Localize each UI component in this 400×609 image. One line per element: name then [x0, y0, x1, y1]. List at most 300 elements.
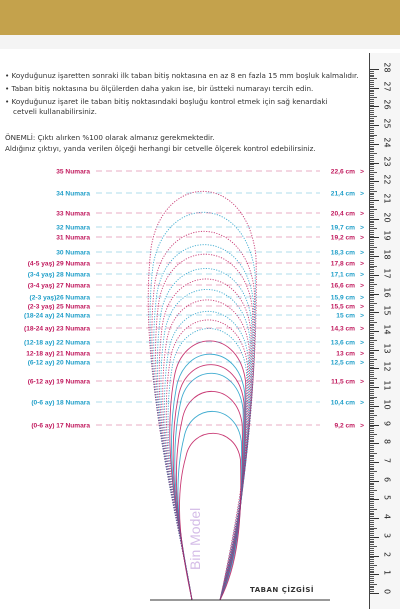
ruler-minor-tick	[370, 361, 374, 362]
size-label: (4-5 yaş) 29 Numara	[27, 260, 90, 268]
ruler-minor-tick	[370, 333, 374, 334]
ruler-minor-tick	[370, 198, 374, 199]
ruler-minor-tick	[370, 97, 377, 98]
ruler-minor-tick	[370, 589, 374, 590]
ruler-minor-tick	[370, 367, 374, 368]
ruler-number: 1	[382, 570, 392, 576]
ruler-minor-tick	[370, 468, 374, 469]
ruler-minor-tick	[370, 391, 374, 392]
ruler-minor-tick	[370, 484, 374, 485]
size-label: (2-3 yaş) 25 Numara	[27, 303, 90, 311]
ruler-number: 13	[382, 343, 392, 354]
ruler-number: 7	[382, 457, 392, 464]
insole-outline	[170, 341, 246, 600]
ruler-major-tick	[370, 144, 379, 145]
ruler-number: 26	[382, 99, 392, 111]
ruler-minor-tick	[370, 353, 374, 354]
ruler-minor-tick	[370, 576, 374, 577]
ruler-major-tick	[370, 481, 379, 482]
size-cm-value: 13,6 cm	[330, 339, 355, 347]
ruler-major-tick	[370, 462, 379, 463]
ruler-major-tick	[370, 106, 379, 107]
ruler-minor-tick	[370, 168, 374, 169]
ruler-minor-tick	[370, 378, 377, 379]
ruler-major-tick	[370, 312, 379, 313]
ruler-minor-tick	[370, 140, 374, 141]
ruler-minor-tick	[370, 438, 374, 439]
size-label: (18-24 ay) 24 Numara	[24, 312, 90, 320]
size-label: (6-12 ay) 19 Numara	[27, 378, 90, 386]
size-cm-value: 21,4 cm	[330, 190, 355, 198]
ruler-minor-tick	[370, 295, 374, 296]
ruler-minor-tick	[370, 365, 374, 366]
instruction-text: cetveli kullanabilirsiniz.	[13, 107, 97, 116]
chevron-right-icon: >	[360, 234, 364, 242]
size-label: 32 Numara	[56, 224, 90, 232]
ruler-minor-tick	[370, 136, 374, 137]
size-cm-value: 16,6 cm	[330, 282, 355, 290]
ruler-minor-tick	[370, 297, 374, 298]
ruler-minor-tick	[370, 587, 374, 588]
ruler-major-tick	[370, 443, 379, 444]
ruler-major-tick	[370, 200, 379, 201]
chevron-right-icon: >	[360, 399, 364, 407]
ruler-minor-tick	[370, 176, 374, 177]
chevron-right-icon: >	[360, 350, 364, 358]
size-cm-value: 19,2 cm	[330, 234, 355, 242]
size-label: (12-18 ay) 22 Numara	[24, 339, 90, 347]
ruler-minor-tick	[370, 236, 374, 237]
ruler-number: 23	[382, 155, 392, 167]
brand-watermark: Bin Model	[187, 507, 203, 570]
ruler-major-tick	[370, 574, 379, 575]
chevron-right-icon: >	[360, 260, 364, 268]
ruler-minor-tick	[370, 206, 374, 207]
ruler-minor-tick	[370, 80, 374, 81]
ruler-minor-tick	[370, 193, 374, 194]
ruler-minor-tick	[370, 567, 374, 568]
ruler-minor-tick	[370, 542, 374, 543]
ruler-major-tick	[370, 556, 379, 557]
ruler-minor-tick	[370, 408, 374, 409]
ruler-minor-tick	[370, 591, 374, 592]
ruler-number: 4	[382, 514, 392, 520]
size-label: 31 Numara	[56, 234, 90, 242]
ruler-minor-tick	[370, 335, 374, 336]
chevron-right-icon: >	[360, 359, 364, 367]
size-cm-value: 15,9 cm	[330, 294, 355, 302]
ruler-minor-tick	[370, 288, 374, 289]
ruler-minor-tick	[370, 262, 374, 263]
size-cm-value: 12,5 cm	[330, 359, 355, 367]
ruler-minor-tick	[370, 338, 374, 339]
ruler-minor-tick	[370, 559, 374, 560]
ruler-minor-tick	[370, 340, 377, 341]
chevron-right-icon: >	[360, 282, 364, 290]
chevron-right-icon: >	[360, 312, 364, 320]
insole-outline	[173, 365, 244, 600]
top-status-bar	[0, 0, 400, 35]
ruler-minor-tick	[370, 531, 374, 532]
ruler-minor-tick	[370, 164, 374, 165]
ruler-minor-tick	[370, 374, 374, 375]
ruler-minor-tick	[370, 453, 377, 454]
ruler-minor-tick	[370, 490, 377, 491]
ruler-minor-tick	[370, 121, 374, 122]
ruler-major-tick	[370, 88, 379, 89]
ruler-minor-tick	[370, 310, 374, 311]
ruler-minor-tick	[370, 322, 377, 323]
ruler-minor-tick	[370, 189, 374, 190]
ruler-minor-tick	[370, 286, 374, 287]
ruler-minor-tick	[370, 108, 374, 109]
ruler-minor-tick	[370, 99, 374, 100]
ruler-minor-tick	[370, 479, 374, 480]
ruler-minor-tick	[370, 417, 374, 418]
ruler-minor-tick	[370, 120, 374, 121]
instruction-list	[5, 71, 365, 120]
ruler-minor-tick	[370, 196, 374, 197]
ruler-minor-tick	[370, 217, 374, 218]
ruler-minor-tick	[370, 204, 374, 205]
ruler-minor-tick	[370, 318, 374, 319]
nav-strip	[0, 35, 400, 49]
size-label: 35 Numara	[56, 168, 90, 176]
warning-block	[5, 133, 365, 155]
ruler-number: 6	[382, 476, 392, 482]
ruler-minor-tick	[370, 359, 377, 360]
size-cm-value: 17,1 cm	[330, 271, 355, 279]
ruler-minor-tick	[370, 172, 377, 173]
ruler-minor-tick	[370, 466, 374, 467]
cm-ruler	[369, 53, 400, 609]
ruler-minor-tick	[370, 135, 377, 136]
ruler-minor-tick	[370, 325, 374, 326]
ruler-minor-tick	[370, 82, 374, 83]
ruler-minor-tick	[370, 202, 374, 203]
ruler-minor-tick	[370, 496, 374, 497]
ruler-minor-tick	[370, 342, 374, 343]
ruler-minor-tick	[370, 469, 374, 470]
insole-outline	[161, 289, 250, 600]
ruler-minor-tick	[370, 314, 374, 315]
size-cm-value: 15 cm	[336, 312, 355, 320]
ruler-minor-tick	[370, 352, 374, 353]
ruler-minor-tick	[370, 251, 374, 252]
ruler-major-tick	[370, 237, 379, 238]
ruler-minor-tick	[370, 563, 374, 564]
ruler-minor-tick	[370, 241, 374, 242]
ruler-minor-tick	[370, 397, 377, 398]
ruler-minor-tick	[370, 329, 374, 330]
ruler-minor-tick	[370, 157, 374, 158]
ruler-minor-tick	[370, 428, 374, 429]
insole-outline	[178, 411, 242, 600]
size-cm-value: 13 cm	[336, 350, 355, 358]
ruler-major-tick	[370, 125, 379, 126]
ruler-minor-tick	[370, 260, 374, 261]
ruler-minor-tick	[370, 309, 374, 310]
ruler-minor-tick	[370, 84, 374, 85]
ruler-minor-tick	[370, 348, 374, 349]
ruler-minor-tick	[370, 243, 374, 244]
ruler-minor-tick	[370, 524, 374, 525]
ruler-minor-tick	[370, 346, 374, 347]
ruler-major-tick	[370, 406, 379, 407]
ruler-minor-tick	[370, 552, 374, 553]
ruler-minor-tick	[370, 383, 374, 384]
ruler-minor-tick	[370, 494, 374, 495]
ruler-minor-tick	[370, 118, 374, 119]
ruler-minor-tick	[370, 415, 377, 416]
ruler-number: 27	[382, 81, 392, 92]
ruler-major-tick	[370, 425, 379, 426]
chevron-right-icon: >	[360, 378, 364, 386]
ruler-minor-tick	[370, 273, 374, 274]
ruler-minor-tick	[370, 471, 377, 472]
ruler-minor-tick	[370, 215, 374, 216]
ruler-minor-tick	[370, 447, 374, 448]
ruler-minor-tick	[370, 166, 374, 167]
ruler-minor-tick	[370, 209, 377, 210]
ruler-minor-tick	[370, 430, 374, 431]
size-label: (18-24 ay) 23 Numara	[24, 325, 90, 333]
ruler-number: 10	[382, 399, 392, 410]
arrow-left-icon[interactable]	[20, 49, 42, 71]
ruler-minor-tick	[370, 546, 377, 547]
ruler-minor-tick	[370, 131, 374, 132]
ruler-minor-tick	[370, 222, 374, 223]
ruler-minor-tick	[370, 561, 374, 562]
ruler-minor-tick	[370, 267, 374, 268]
size-label: (0-6 ay) 18 Numara	[31, 399, 90, 407]
ruler-minor-tick	[370, 151, 374, 152]
ruler-minor-tick	[370, 400, 374, 401]
ruler-minor-tick	[370, 114, 374, 115]
insole-outline	[171, 354, 245, 600]
ruler-minor-tick	[370, 372, 374, 373]
size-label: (3-4 yaş) 27 Numara	[27, 282, 90, 290]
ruler-minor-tick	[370, 226, 374, 227]
ruler-minor-tick	[370, 460, 374, 461]
chevron-right-icon: >	[360, 303, 364, 311]
ruler-minor-tick	[370, 305, 374, 306]
ruler-minor-tick	[370, 382, 374, 383]
ruler-minor-tick	[370, 432, 374, 433]
ruler-minor-tick	[370, 355, 374, 356]
ruler-number: 14	[382, 324, 392, 335]
ruler-minor-tick	[370, 264, 374, 265]
ruler-number: 3	[382, 532, 392, 538]
insole-outline	[163, 300, 250, 600]
ruler-minor-tick	[370, 187, 374, 188]
size-cm-value: 18,3 cm	[330, 249, 355, 257]
size-cm-value: 15,5 cm	[330, 303, 355, 311]
ruler-minor-tick	[370, 301, 374, 302]
insole-outline	[154, 245, 254, 600]
ruler-minor-tick	[370, 232, 374, 233]
ruler-number: 20	[382, 212, 392, 223]
ruler-major-tick	[370, 69, 379, 70]
ruler-minor-tick	[370, 492, 374, 493]
ruler-minor-tick	[370, 344, 374, 345]
ruler-number: 19	[382, 230, 392, 242]
ruler-minor-tick	[370, 402, 374, 403]
ruler-minor-tick	[370, 292, 374, 293]
size-label: (0-6 ay) 17 Numara	[31, 422, 90, 430]
ruler-major-tick	[370, 275, 379, 276]
chevron-right-icon: >	[360, 271, 364, 279]
ruler-minor-tick	[370, 183, 374, 184]
size-label: 30 Numara	[56, 249, 90, 257]
ruler-major-tick	[370, 181, 379, 182]
ruler-minor-tick	[370, 148, 374, 149]
ruler-minor-tick	[370, 71, 374, 72]
ruler-minor-tick	[370, 440, 374, 441]
ruler-minor-tick	[370, 266, 377, 267]
ruler-minor-tick	[370, 247, 377, 248]
ruler-major-tick	[370, 537, 379, 538]
ruler-minor-tick	[370, 324, 374, 325]
ruler-minor-tick	[370, 239, 374, 240]
ruler-minor-tick	[370, 228, 377, 229]
ruler-minor-tick	[370, 528, 377, 529]
ruler-minor-tick	[370, 133, 374, 134]
ruler-minor-tick	[370, 423, 374, 424]
ruler-number: 9	[382, 420, 392, 426]
chevron-right-icon: >	[360, 224, 364, 232]
ruler-minor-tick	[370, 398, 374, 399]
ruler-minor-tick	[370, 245, 374, 246]
ruler-minor-tick	[370, 535, 374, 536]
ruler-number: 12	[382, 361, 392, 373]
ruler-major-tick	[370, 387, 379, 388]
ruler-minor-tick	[370, 456, 374, 457]
ruler-minor-tick	[370, 569, 374, 570]
ruler-minor-tick	[370, 307, 374, 308]
ruler-minor-tick	[370, 284, 377, 285]
ruler-minor-tick	[370, 413, 374, 414]
ruler-major-tick	[370, 256, 379, 257]
size-label: 12-18 ay) 21 Numara	[26, 350, 90, 358]
ruler-minor-tick	[370, 129, 374, 130]
ruler-minor-tick	[370, 565, 377, 566]
ruler-minor-tick	[370, 434, 377, 435]
ruler-minor-tick	[370, 191, 377, 192]
sole-line-label: TABAN ÇİZGİSİ	[250, 586, 315, 594]
ruler-minor-tick	[370, 161, 374, 162]
ruler-minor-tick	[370, 380, 374, 381]
instruction-item	[5, 97, 365, 117]
ruler-minor-tick	[370, 533, 374, 534]
chevron-right-icon: >	[360, 422, 364, 430]
ruler-minor-tick	[370, 404, 374, 405]
ruler-minor-tick	[370, 103, 374, 104]
ruler-minor-tick	[370, 455, 374, 456]
ruler-minor-tick	[370, 436, 374, 437]
ruler-minor-tick	[370, 539, 374, 540]
ruler-minor-tick	[370, 363, 374, 364]
ruler-number: 5	[382, 495, 392, 501]
ruler-minor-tick	[370, 544, 374, 545]
size-cm-value: 19,7 cm	[330, 224, 355, 232]
ruler-minor-tick	[370, 550, 374, 551]
ruler-minor-tick	[370, 258, 374, 259]
size-cm-value: 11,5 cm	[331, 378, 355, 386]
ruler-number: 0	[382, 588, 392, 595]
ruler-minor-tick	[370, 327, 374, 328]
size-cm-value: 20,4 cm	[330, 210, 355, 218]
ruler-number: 24	[382, 137, 392, 148]
size-label: (6-12 ay) 20 Numara	[27, 359, 90, 367]
ruler-major-tick	[370, 163, 379, 164]
ruler-minor-tick	[370, 449, 374, 450]
ruler-minor-tick	[370, 174, 374, 175]
chevron-right-icon: >	[360, 325, 364, 333]
ruler-minor-tick	[370, 91, 374, 92]
ruler-minor-tick	[370, 213, 374, 214]
instruction-item: • Koyduğunuz işaretten sonraki ilk taban bitiş noktasına en az 8 en fazla 15 mm boşluk kalmalıdır.	[5, 71, 359, 80]
ruler-minor-tick	[370, 303, 377, 304]
ruler-minor-tick	[370, 90, 374, 91]
ruler-minor-tick	[370, 395, 374, 396]
chevron-right-icon: >	[360, 210, 364, 218]
ruler-minor-tick	[370, 279, 374, 280]
ruler-minor-tick	[370, 483, 374, 484]
size-cm-value: 10,4 cm	[330, 399, 355, 407]
ruler-minor-tick	[370, 86, 374, 87]
ruler-minor-tick	[370, 337, 374, 338]
ruler-minor-tick	[370, 488, 374, 489]
ruler-number: 11	[382, 380, 392, 391]
ruler-minor-tick	[370, 159, 374, 160]
ruler-number: 18	[382, 249, 392, 260]
ruler-minor-tick	[370, 282, 374, 283]
chevron-right-icon: >	[360, 190, 364, 198]
ruler-minor-tick	[370, 249, 374, 250]
ruler-minor-tick	[370, 511, 374, 512]
ruler-minor-tick	[370, 376, 374, 377]
ruler-minor-tick	[370, 586, 374, 587]
ruler-minor-tick	[370, 299, 374, 300]
chevron-right-icon: >	[360, 168, 364, 176]
ruler-minor-tick	[370, 234, 374, 235]
ruler-minor-tick	[370, 410, 374, 411]
ruler-minor-tick	[370, 95, 374, 96]
ruler-minor-tick	[370, 393, 374, 394]
ruler-minor-tick	[370, 516, 374, 517]
ruler-minor-tick	[370, 138, 374, 139]
instruction-item: • Taban bitiş noktasına bu ölçülerden daha yakın ise, bir üstteki numarayı tercih edin.	[5, 84, 314, 93]
ruler-number: 2	[382, 551, 392, 557]
ruler-minor-tick	[370, 389, 374, 390]
ruler-minor-tick	[370, 554, 374, 555]
ruler-minor-tick	[370, 441, 374, 442]
size-label: (3-4 yaş) 28 Numara	[27, 271, 90, 279]
ruler-minor-tick	[370, 411, 374, 412]
ruler-minor-tick	[370, 116, 377, 117]
size-label: 33 Numara	[56, 210, 90, 218]
size-cm-value: 17,8 cm	[330, 260, 355, 268]
ruler-minor-tick	[370, 357, 374, 358]
chevron-right-icon: >	[360, 294, 364, 302]
ruler-minor-tick	[370, 105, 374, 106]
size-cm-value: 22,6 cm	[330, 168, 355, 176]
ruler-minor-tick	[370, 557, 374, 558]
ruler-minor-tick	[370, 224, 374, 225]
ruler-minor-tick	[370, 78, 377, 79]
ruler-minor-tick	[370, 477, 374, 478]
